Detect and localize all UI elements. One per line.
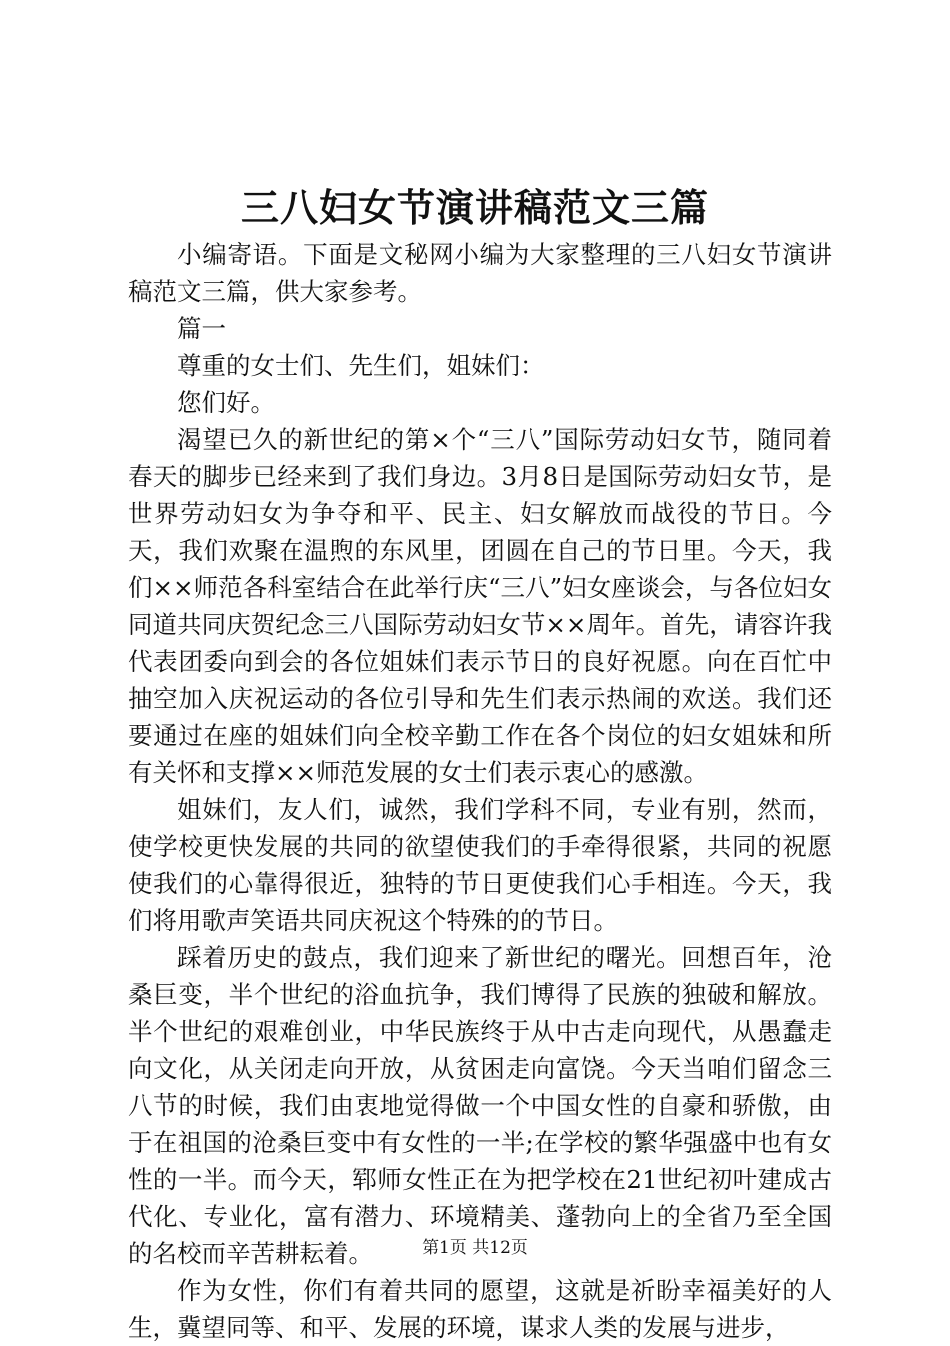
paragraph-body-4: 作为女性，你们有着共同的愿望，这就是祈盼幸福美好的人生，冀望同等、和平、发展的环境，谋求人类的发展与进步，: [128, 1276, 832, 1342]
paragraph-section-heading: 篇一: [177, 314, 226, 343]
paragraph-intro: 小编寄语。下面是文秘网小编为大家整理的三八妇女节演讲稿范文三篇，供大家参考。: [128, 240, 832, 306]
page-footer: 第1页 共12页: [422, 1238, 528, 1258]
paragraph-salutation: 尊重的女士们、先生们，姐妹们：: [177, 351, 545, 380]
paragraph-body-1: 渴望已久的新世纪的第×个“三八”国际劳动妇女节，随同着春天的脚步已经来到了我们身边。3月8日是国际劳动妇女节，是世界劳动妇女为争夺和平、民主、妇女解放而战役的节日。今天，我们欢聚在温煦的东风里，团圆在自己的节日里。今天，我们××师范各科室结合在此举行庆“三八”妇女座谈会，与各位妇女同道共同庆贺纪念三八国际劳动妇女节××周年。首先，请容许我代表团委向到会的各位姐妹们表示节日的良好祝愿。向在百忙中抽空加入庆祝运动的各位引导和先生们表示热闹的欢送。我们还要通过在座的姐妹们向全校辛勤工作在各个岗位的妇女姐妹和所有关怀和支撑××师范发展的女士们表示衷心的感激。: [128, 425, 832, 787]
document-body: [128, 236, 832, 1346]
paragraph-body-2: 姐妹们，友人们，诚然，我们学科不同，专业有别，然而，使学校更快发展的共同的欲望使我们的手牵得很紧，共同的祝愿使我们的心靠得很近，独特的节日更使我们心手相连。今天，我们将用歌声笑语共同庆祝这个特殊的的节日。: [128, 795, 832, 935]
document-title: 三八妇女节演讲稿范文三篇: [240, 185, 709, 230]
paragraph-greeting: 您们好。: [177, 388, 275, 417]
paragraph-body-3: 踩着历史的鼓点，我们迎来了新世纪的曙光。回想百年，沧桑巨变，半个世纪的浴血抗争，我们博得了民族的独破和解放。半个世纪的艰难创业，中华民族终于从中古走向现代，从愚蠢走向文化，从关闭走向开放，从贫困走向富饶。今天当咱们留念三八节的时候，我们由衷地觉得做一个中国女性的自豪和骄傲，由于在祖国的沧桑巨变中有女性的一半;在学校的繁华强盛中也有女性的一半。而今天，郓师女性正在为把学校在21世纪初叶建成古代化、专业化，富有潜力、环境精美、蓬勃向上的全省乃至全国的名校而辛苦耕耘着。: [128, 943, 832, 1268]
